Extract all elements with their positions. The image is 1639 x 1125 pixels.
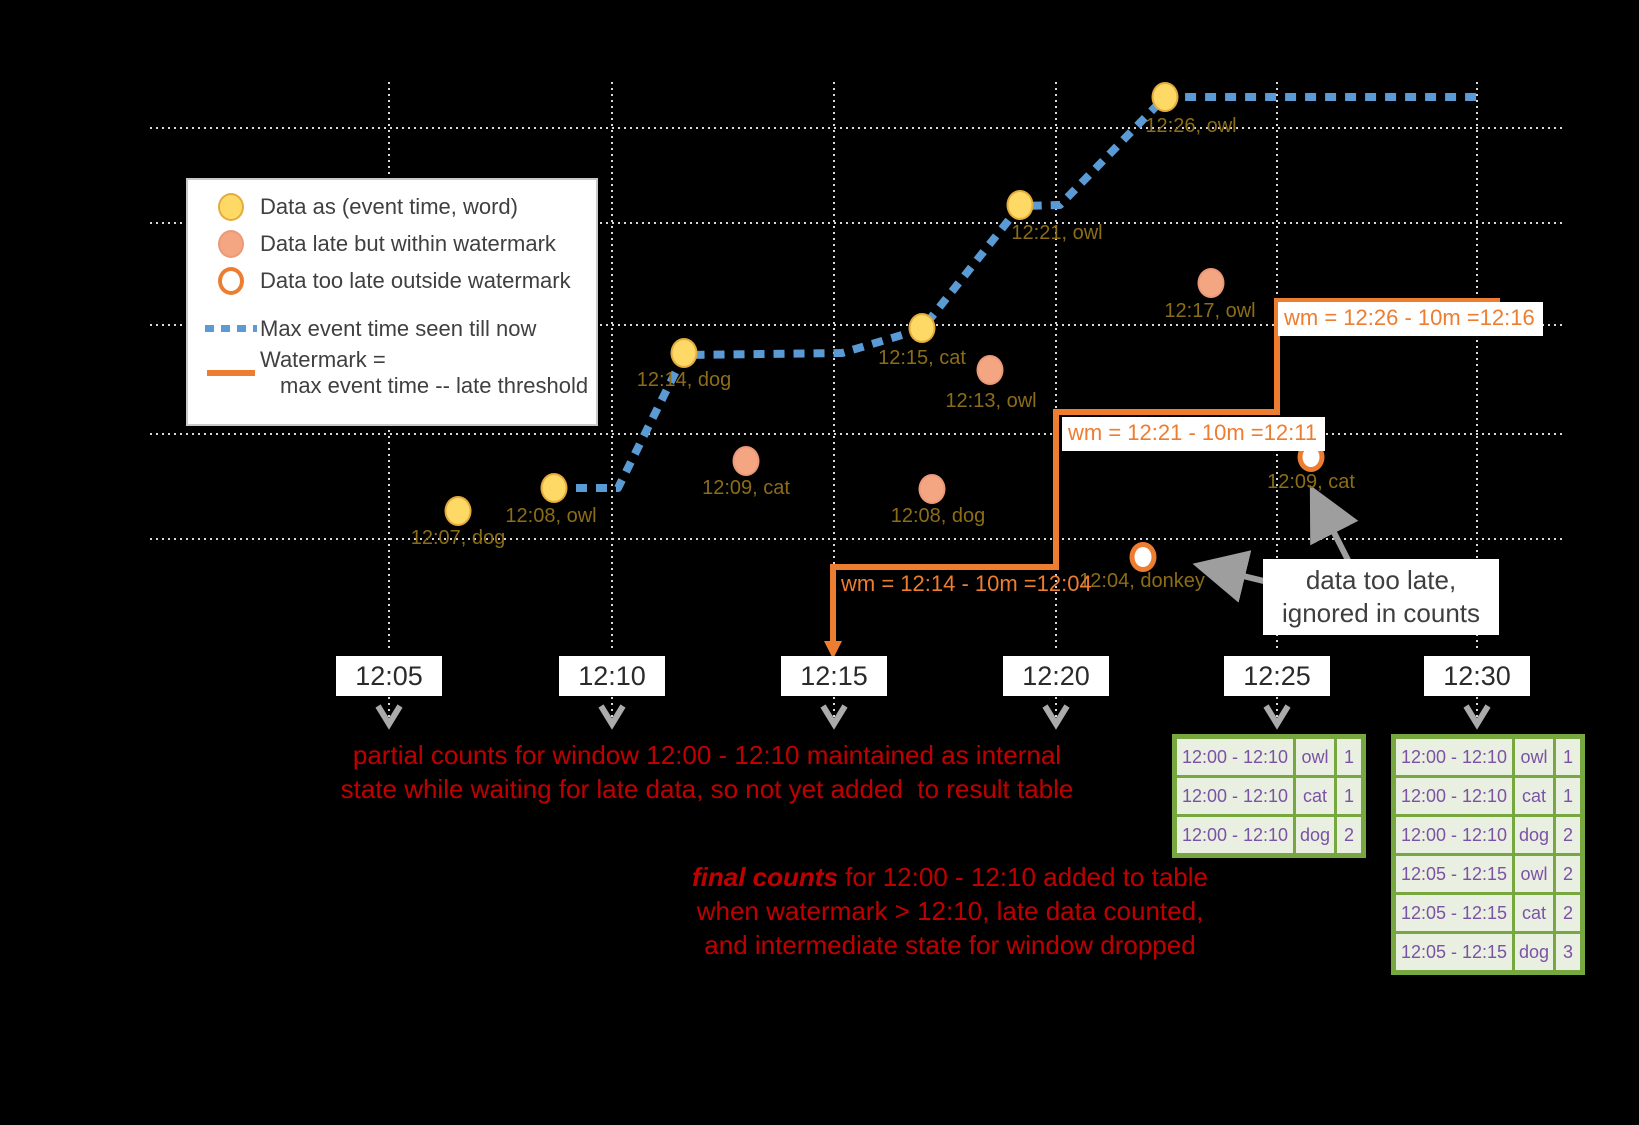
legend-item-late	[202, 225, 596, 262]
result-table-1	[1172, 734, 1366, 858]
count-cell: 1	[1337, 778, 1361, 814]
data-point-12-04-donkey	[1130, 542, 1157, 572]
data-point-12-09-cat	[733, 446, 760, 476]
count-cell: 2	[1556, 895, 1580, 931]
final-counts-note	[692, 860, 1208, 962]
word-cell: cat	[1296, 778, 1334, 814]
axis-tick-12-25: 12:25	[1224, 656, 1330, 696]
legend-spacer	[202, 299, 596, 310]
on-time-dot-icon	[202, 193, 260, 221]
data-point-label-12-09-cat: 12:09, cat	[1267, 471, 1355, 493]
too-late-line1: data too late,	[1305, 565, 1457, 595]
data-point-label-12-08-dog: 12:08, dog	[890, 505, 986, 527]
data-point-12-13-owl	[977, 355, 1004, 385]
data-point-12-08-dog	[919, 474, 946, 504]
data-point-12-08-owl	[541, 473, 568, 503]
legend-label: Data too late outside watermark	[260, 267, 571, 293]
window-cell: 12:00 - 12:10	[1177, 817, 1293, 853]
data-point-label-12-13-owl: 12:13, owl	[945, 390, 1037, 412]
final-counts-line3: and intermediate state for window dropped	[704, 930, 1196, 960]
data-point-12-14-dog	[671, 338, 698, 368]
legend-item-watermark	[202, 347, 596, 399]
window-cell: 12:00 - 12:10	[1177, 739, 1293, 775]
data-point-label-12-14-dog: 12:14, dog	[636, 369, 732, 391]
word-cell: owl	[1515, 856, 1553, 892]
data-point-12-26-owl	[1152, 82, 1179, 112]
callout-arrow-icon	[1318, 501, 1352, 568]
word-cell: dog	[1515, 817, 1553, 853]
axis-tick-12-05: 12:05	[336, 656, 442, 696]
partial-counts-line2: state while waiting for late data, so not yet added to result table	[340, 774, 1074, 804]
count-cell: 3	[1556, 934, 1580, 970]
axis-tick-12-10: 12:10	[559, 656, 665, 696]
data-point-label-12-26-owl: 12:26, owl	[1145, 115, 1237, 137]
result-table-2	[1391, 734, 1585, 975]
watermark-value-label-1: wm = 12:14 - 10m =12:04	[841, 571, 1092, 596]
data-point-12-07-dog	[445, 496, 472, 526]
data-point-12-17-owl	[1198, 268, 1225, 298]
window-cell: 12:00 - 12:10	[1177, 778, 1293, 814]
legend-item-on-time	[202, 188, 596, 225]
axis-tick-12-15: 12:15	[781, 656, 887, 696]
window-cell: 12:00 - 12:10	[1396, 817, 1512, 853]
data-point-label-12-07-dog: 12:07, dog	[410, 527, 506, 549]
axis-tick-12-30: 12:30	[1424, 656, 1530, 696]
word-cell: cat	[1515, 778, 1553, 814]
legend-label: Max event time seen till now	[260, 315, 537, 341]
count-cell: 2	[1556, 817, 1580, 853]
legend	[186, 178, 598, 426]
word-cell: dog	[1515, 934, 1553, 970]
partial-counts-line1: partial counts for window 12:00 - 12:10 maintained as internal	[352, 740, 1062, 770]
max-event-time-line	[556, 97, 1481, 488]
data-point-label-12-09-cat: 12:09, cat	[702, 477, 790, 499]
final-counts-line1: final counts for 12:00 - 12:10 added to table	[692, 862, 1208, 892]
data-point-12-15-cat	[909, 313, 936, 343]
window-cell: 12:00 - 12:10	[1396, 778, 1512, 814]
count-cell: 1	[1337, 739, 1361, 775]
data-point-12-21-owl	[1007, 190, 1034, 220]
dotted-line-icon	[202, 325, 260, 332]
legend-label: Data late but within watermark	[260, 230, 556, 256]
solid-line-icon	[202, 370, 260, 376]
count-cell: 2	[1556, 856, 1580, 892]
watermark-label-line2: max event time -- late threshold	[280, 373, 589, 398]
watermark-value-label-3: wm = 12:26 - 10m =12:16	[1278, 302, 1543, 336]
word-cell: dog	[1296, 817, 1334, 853]
axis-tick-12-20: 12:20	[1003, 656, 1109, 696]
word-cell: owl	[1515, 739, 1553, 775]
legend-item-too-late	[202, 262, 596, 299]
data-point-label-12-08-owl: 12:08, owl	[505, 505, 597, 527]
legend-label: Data as (event time, word)	[260, 193, 518, 219]
window-cell: 12:05 - 12:15	[1396, 895, 1512, 931]
legend-item-max-event-time	[202, 310, 596, 347]
partial-counts-note	[341, 738, 1074, 806]
window-cell: 12:05 - 12:15	[1396, 934, 1512, 970]
word-cell: owl	[1296, 739, 1334, 775]
window-cell: 12:05 - 12:15	[1396, 856, 1512, 892]
data-point-label-12-17-owl: 12:17, owl	[1164, 300, 1256, 322]
data-point-label-12-21-owl: 12:21, owl	[1011, 222, 1103, 244]
data-point-label-12-15-cat: 12:15, cat	[878, 347, 966, 369]
window-cell: 12:00 - 12:10	[1396, 739, 1512, 775]
legend-label	[260, 347, 588, 399]
data-point-label-12-04-donkey: 12:04, donkey	[1079, 570, 1205, 592]
watermark-label-line1: Watermark =	[260, 347, 386, 372]
count-cell: 1	[1556, 778, 1580, 814]
final-counts-line2: when watermark > 12:10, late data counted,	[696, 896, 1204, 926]
too-late-ring-icon	[202, 267, 260, 295]
count-cell: 1	[1556, 739, 1580, 775]
too-late-line2: ignored in counts	[1281, 598, 1481, 628]
word-cell: cat	[1515, 895, 1553, 931]
watermark-value-label-2: wm = 12:21 - 10m =12:11	[1062, 417, 1325, 451]
count-cell: 2	[1337, 817, 1361, 853]
too-late-note	[1263, 559, 1499, 635]
late-dot-icon	[202, 230, 260, 258]
